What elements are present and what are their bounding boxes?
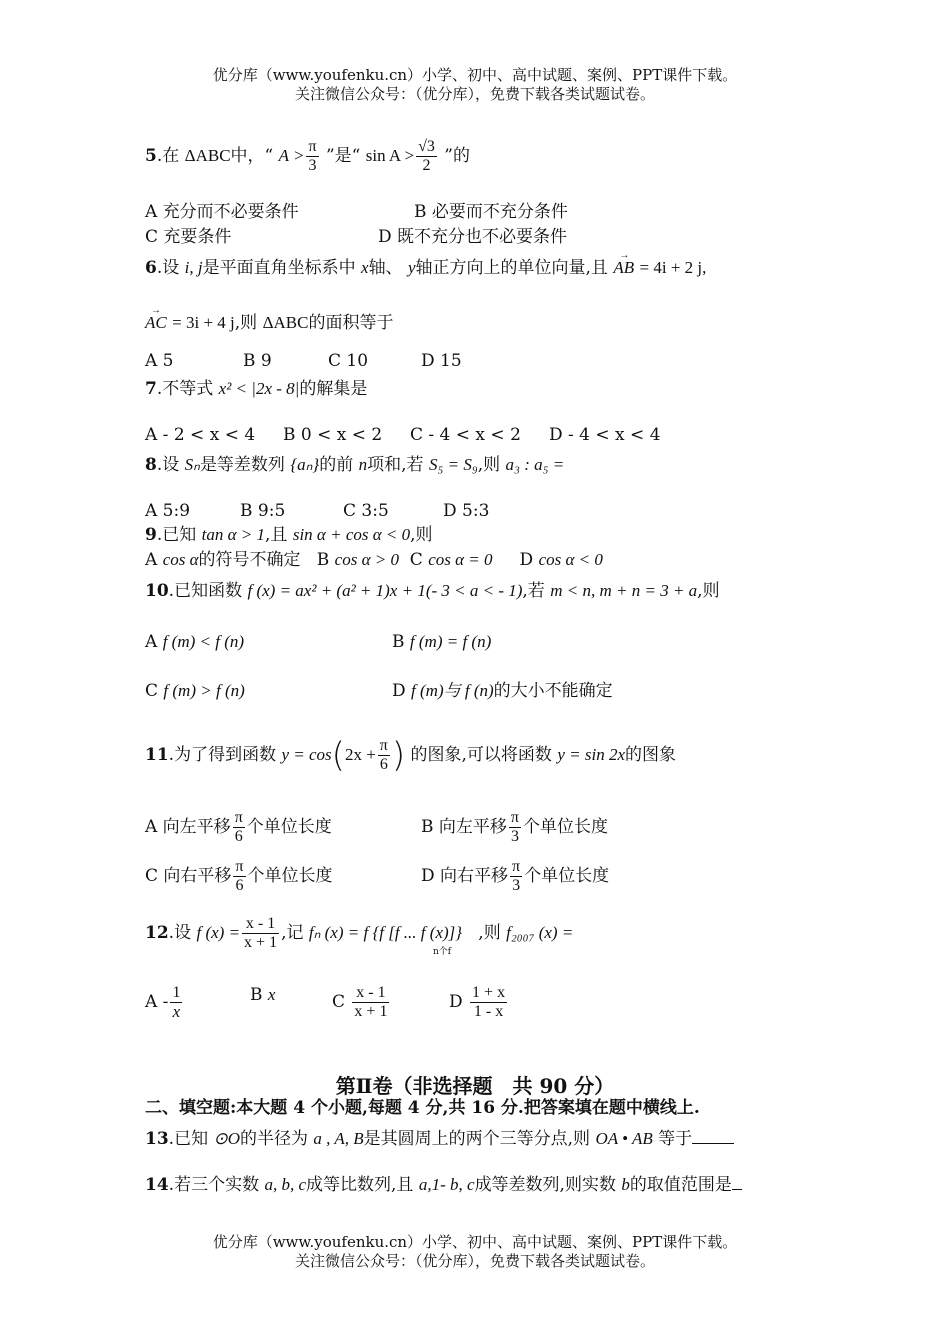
text: 的前	[319, 455, 354, 475]
question-6-cont	[145, 312, 393, 334]
text: .在	[156, 146, 180, 166]
text: .已知函数	[168, 581, 243, 601]
question-number: 13	[145, 1129, 169, 1149]
option-b: B	[316, 550, 330, 570]
option-d: D 向右平移 $\frac{\pi}{3}$ 个单位长度	[421, 858, 610, 894]
option-b: B 必要而不充分条件	[414, 202, 568, 222]
option-d: D - 4 < x < 4	[549, 425, 661, 445]
option-c: C 向右平移 $\frac{\pi}{6}$ 个单位长度	[145, 858, 333, 894]
header-line-2: 关注微信公众号：（优分库），免费下载各类试题试卷。	[294, 85, 655, 103]
question-9	[145, 524, 433, 546]
math: sin A >	[365, 146, 415, 165]
options-row	[145, 549, 603, 571]
text: 的面积等于	[308, 313, 394, 333]
text: 是平面直角坐标系中	[202, 258, 356, 278]
option-d: D 15	[421, 351, 462, 371]
text: ”是“	[325, 146, 361, 166]
math: a , A, B	[313, 1129, 364, 1148]
math: fₙ (x) = f {f [f ... f (x)]}	[308, 923, 463, 942]
text: ,若	[522, 581, 545, 601]
math: a₃ : a₅ =	[505, 455, 565, 474]
math: Sₙ	[184, 455, 200, 474]
question-8	[145, 454, 564, 476]
part-2-title: 第Ⅱ卷（非选择题 共 90 分）	[335, 1074, 615, 1098]
math: S₅ = S₉	[428, 455, 478, 474]
section-intro: 二、填空题:本大题 4 个小题,每题 4 分,共 16 分.把答案填在题中横线上.	[145, 1098, 700, 1118]
question-6	[145, 257, 706, 279]
math: x² < |2x - 8|	[218, 379, 300, 398]
option-b: B x	[250, 985, 276, 1005]
right-paren: )	[391, 735, 406, 776]
text: .设	[168, 923, 192, 943]
question-number: 7	[145, 379, 157, 399]
math: m < n, m + n = 3 + a	[550, 581, 698, 600]
option-d: D 既不充分也不必要条件	[378, 227, 568, 247]
math: b	[621, 1175, 630, 1194]
text: .为了得到函数	[168, 745, 277, 765]
option-b: B 向左平移 $\frac{\pi}{3}$ 个单位长度	[421, 809, 608, 845]
text: .不等式	[156, 379, 214, 399]
option-c: C 10	[328, 351, 369, 371]
text: ,则	[477, 455, 501, 475]
math: tan α > 1	[201, 525, 266, 544]
math: = 4i + 2 j,	[639, 258, 707, 277]
option-c: C f (m) > f (n)	[145, 681, 245, 701]
text: ,则	[234, 313, 258, 333]
option-a: A - 2 < x < 4	[145, 425, 256, 445]
question-12	[145, 915, 573, 952]
question-13	[145, 1128, 734, 1150]
text: 的图象	[625, 745, 676, 765]
text: 是等差数列	[199, 455, 285, 475]
option-d: D 5:3	[443, 501, 490, 521]
math: f₂₀₀₇ (x) =	[506, 923, 574, 942]
footer-line-1: 优分库（www.youfenku.cn）小学、初中、高中试题、案例、PPT课件下载。	[212, 1233, 738, 1251]
question-10	[145, 580, 720, 602]
fraction: $\frac{\pi}{3}$	[308, 138, 317, 174]
question-11	[145, 737, 676, 774]
option-d: D f (m)与 f (n)的大小不能确定	[392, 681, 613, 701]
option-a: A	[145, 550, 158, 570]
question-number: 12	[145, 923, 169, 943]
text: ,则	[478, 923, 501, 943]
option-b: B 0 < x < 2	[283, 425, 383, 445]
text: ”的	[444, 146, 470, 166]
math: 2x +	[344, 745, 376, 764]
text: 成等差数列,则实数	[474, 1175, 616, 1195]
option-b: B 9:5	[240, 501, 286, 521]
text: 中，“	[230, 146, 274, 166]
math: a, b, c	[264, 1175, 307, 1194]
text: .设	[156, 258, 180, 278]
text: .已知	[156, 525, 197, 545]
option-a: A 5:9	[145, 501, 191, 521]
math: ΔABC	[184, 146, 231, 165]
option-c: C $\frac{x - 1}{x + 1}$	[332, 984, 388, 1020]
text: 的解集是	[299, 379, 368, 399]
question-14	[145, 1174, 742, 1196]
option-c: C - 4 < x < 2	[410, 425, 521, 445]
option-a: A 5	[145, 351, 174, 371]
text: .若三个实数	[168, 1175, 260, 1195]
fraction: $\frac{√3}{2}$	[418, 138, 435, 174]
math: f (x) =	[196, 923, 241, 942]
option-d: D	[519, 550, 534, 570]
footer-line-2: 关注微信公众号：（优分库），免费下载各类试题试卷。	[294, 1252, 655, 1270]
math: {aₙ}	[290, 455, 320, 474]
n-f-label: n个f	[433, 947, 452, 957]
page-footer	[0, 1233, 950, 1271]
question-7	[145, 378, 367, 400]
text: 是其圆周上的两个三等分点,则	[363, 1129, 591, 1149]
question-number: 5	[145, 146, 157, 166]
question-number: 10	[145, 581, 169, 601]
math: A >	[278, 146, 305, 165]
text: ,且	[265, 525, 288, 545]
math: cos α	[162, 550, 199, 569]
math: ΔABC	[262, 313, 309, 332]
math: OA • AB	[595, 1129, 653, 1148]
math: i, j	[184, 258, 203, 277]
math: sin α + cos α < 0	[292, 525, 411, 544]
vector: → AB	[613, 257, 634, 279]
option-d: D $\frac{1 + x}{1 - x}$	[449, 984, 506, 1020]
text: 的符号不确定	[198, 550, 301, 570]
header-line-1: 优分库（www.youfenku.cn）小学、初中、高中试题、案例、PPT课件下载。	[212, 66, 738, 84]
math: cos α > 0	[334, 550, 399, 569]
option-b: B 9	[243, 351, 272, 371]
option-a: A 充分而不必要条件	[145, 202, 299, 222]
text: 的取值范围是	[629, 1175, 732, 1195]
text: 的图象,可以将函数	[410, 745, 552, 765]
option-b: B f (m) = f (n)	[392, 632, 492, 652]
math: f (x) = ax² + (a² + 1)x + 1(- 3 < a < - 1)	[247, 581, 523, 600]
math: x	[361, 258, 369, 277]
question-number: 9	[145, 525, 157, 545]
question-number: 11	[145, 745, 169, 765]
text: ,则	[410, 525, 433, 545]
option-c: C 3:5	[343, 501, 389, 521]
math: y = cos	[281, 745, 332, 764]
text: 轴正方向上的单位向量,且	[415, 258, 608, 278]
left-paren: (	[331, 735, 345, 776]
answer-blank	[692, 1143, 734, 1144]
text: 轴、	[368, 258, 403, 278]
question-number: 8	[145, 455, 157, 475]
math: y	[407, 258, 416, 277]
math: a,1- b, c	[418, 1175, 475, 1194]
text: 项和,若	[367, 455, 424, 475]
math: y = sin 2x	[557, 745, 625, 764]
question-number: 14	[145, 1175, 169, 1195]
fraction: $\frac{x - 1}{x + 1}$	[244, 915, 278, 951]
question-number: 6	[145, 258, 157, 278]
fraction: $\frac{\pi}{6}$	[379, 737, 388, 773]
page-header	[0, 66, 950, 104]
math: ⊙O	[213, 1129, 241, 1148]
option-a: A f (m) < f (n)	[145, 632, 245, 652]
question-5	[145, 138, 470, 175]
option-c: C 充要条件	[145, 227, 232, 247]
text: 成等比数列,且	[306, 1175, 414, 1195]
option-a: A - $\frac{1}{x}$	[145, 984, 181, 1021]
text: .已知	[168, 1129, 209, 1149]
vector: → AC	[145, 312, 167, 334]
answer-blank	[732, 1189, 742, 1190]
math: n	[358, 455, 368, 474]
text: .设	[156, 455, 180, 475]
text: 的半径为	[240, 1129, 309, 1149]
math: cos α < 0	[538, 550, 603, 569]
text: ,则	[697, 581, 720, 601]
text: 等于	[658, 1129, 693, 1149]
math: cos α = 0	[428, 550, 493, 569]
option-c: C	[409, 550, 423, 570]
text: ,记	[281, 923, 304, 943]
option-a: A 向左平移 $\frac{\pi}{6}$ 个单位长度	[145, 809, 332, 845]
math: = 3i + 4 j	[172, 313, 235, 332]
